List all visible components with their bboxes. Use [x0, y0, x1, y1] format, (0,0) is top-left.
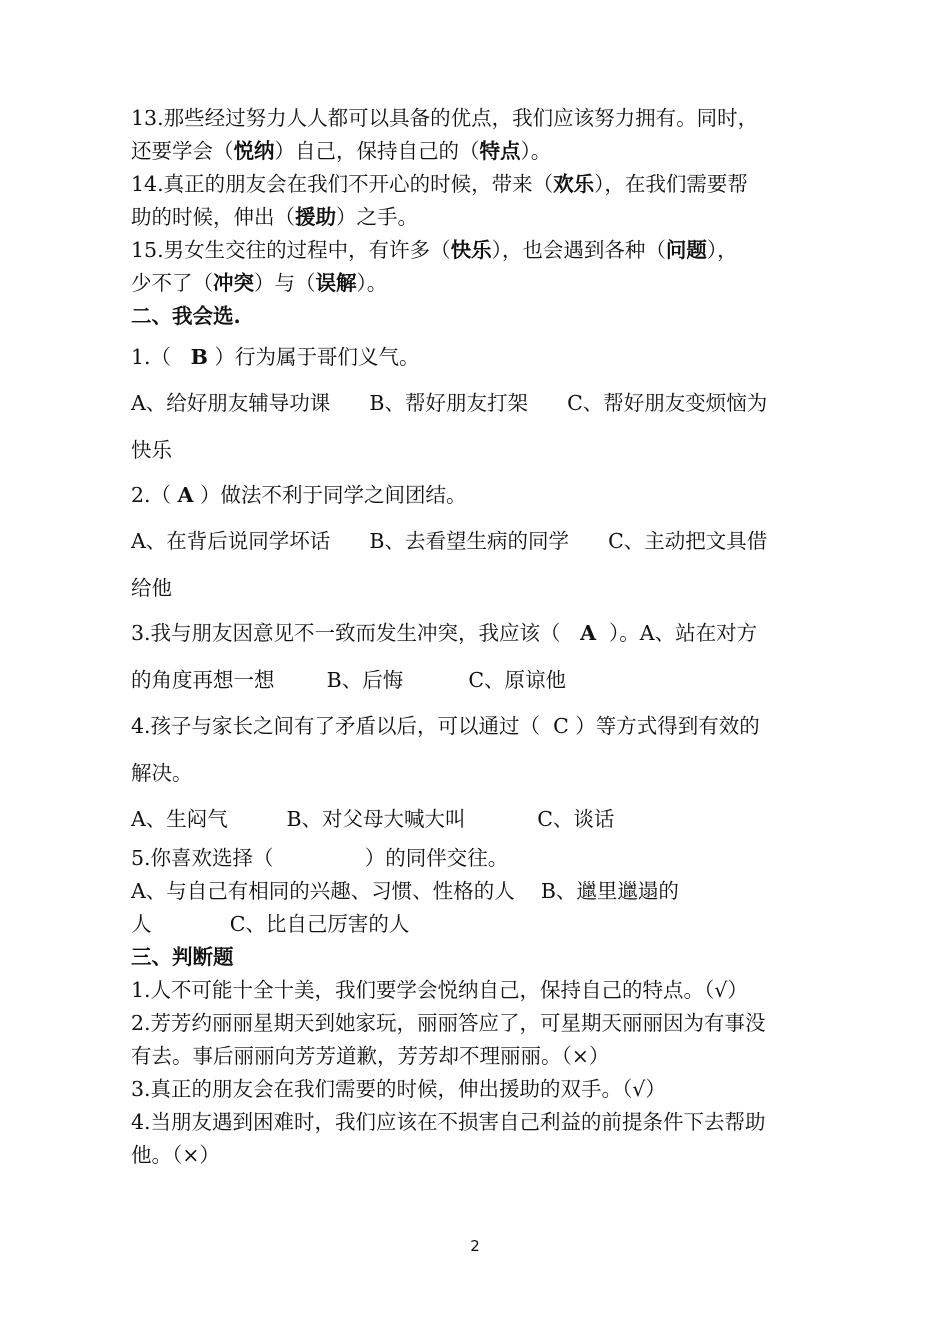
choice-q4-options: A、生闷气 B、对父母大喊大叫 C、谈话	[131, 807, 615, 831]
fill-q14-line2: 助的时候，伸出（援助）之手。	[131, 205, 418, 229]
fill-q13-line1: 13.那些经过努力人人都可以具备的优点，我们应该努力拥有。同时，	[131, 106, 759, 130]
answer: 误解	[315, 271, 357, 295]
judge-line: 2.芳芳约丽丽星期天到她家玩，丽丽答应了，可星期天丽丽因为有事没	[131, 1011, 766, 1035]
answer: 悦纳	[233, 139, 275, 163]
page-number: 2	[470, 1237, 480, 1255]
choice-q2-options: A、在背后说同学坏话 B、去看望生病的同学 C、主动把文具借	[131, 529, 768, 553]
fill-q15-line2: 少不了（冲突）与（误解）。	[131, 271, 388, 295]
choice-q2: 2.（ A ）做法不利于同学之间团结。	[131, 483, 467, 507]
choice-q3-cont: 的角度再想一想 B、后悔 C、原谅他	[131, 668, 567, 692]
answer: 特点	[479, 139, 521, 163]
answer: A	[177, 483, 194, 507]
fill-q15-line1: 15.男女生交往的过程中，有许多（快乐），也会遇到各种（问题），	[131, 238, 738, 262]
choice-q5-options: A、与自己有相同的兴趣、习惯、性格的人 B、邋里邋遢的	[131, 879, 679, 903]
choice-q2-options-cont: 给他	[131, 576, 172, 600]
choice-q1: 1.（ B ）行为属于哥们义气。	[131, 345, 420, 369]
answer: 欢乐	[553, 172, 595, 196]
answer: 冲突	[213, 271, 254, 295]
choice-q4: 4.孩子与家长之间有了矛盾以后，可以通过（ C ）等方式得到有效的	[131, 714, 760, 738]
fill-q14-line1: 14.真正的朋友会在我们不开心的时候，带来（欢乐），在我们需要帮	[131, 172, 748, 196]
fill-q13-line2: 还要学会（悦纳）自己，保持自己的（特点）。	[131, 139, 552, 163]
answer: B	[190, 345, 208, 369]
answer: 快乐	[450, 238, 492, 262]
judge-line: 他。（×）	[131, 1143, 220, 1167]
judge-line: 有去。事后丽丽向芳芳道歉，芳芳却不理丽丽。（×）	[131, 1044, 610, 1068]
answer: 问题	[665, 238, 707, 262]
choice-q1-options-cont: 快乐	[131, 438, 172, 462]
judge-line: 3.真正的朋友会在我们需要的时候，伸出援助的双手。（√）	[131, 1077, 666, 1101]
answer: A	[580, 621, 597, 645]
choice-q4-cont: 解决。	[131, 761, 193, 785]
section-heading-choice: 二、我会选.	[131, 304, 241, 328]
choice-q3: 3.我与朋友因意见不一致而发生冲突，我应该（ A ）。A、站在对方	[131, 621, 758, 645]
choice-q5-options-cont: 人 C、比自己厉害的人	[131, 912, 410, 936]
judge-line: 1.人不可能十全十美，我们要学会悦纳自己，保持自己的特点。（√）	[131, 978, 748, 1002]
choice-q1-options: A、给好朋友辅导功课 B、帮好朋友打架 C、帮好朋友变烦恼为	[131, 391, 768, 415]
choice-q5: 5.你喜欢选择（ ）的同伴交往。	[131, 846, 509, 870]
answer: 援助	[295, 205, 336, 229]
section-heading-judge: 三、判断题	[131, 945, 234, 969]
judge-line: 4.当朋友遇到困难时，我们应该在不损害自己利益的前提条件下去帮助	[131, 1110, 766, 1134]
